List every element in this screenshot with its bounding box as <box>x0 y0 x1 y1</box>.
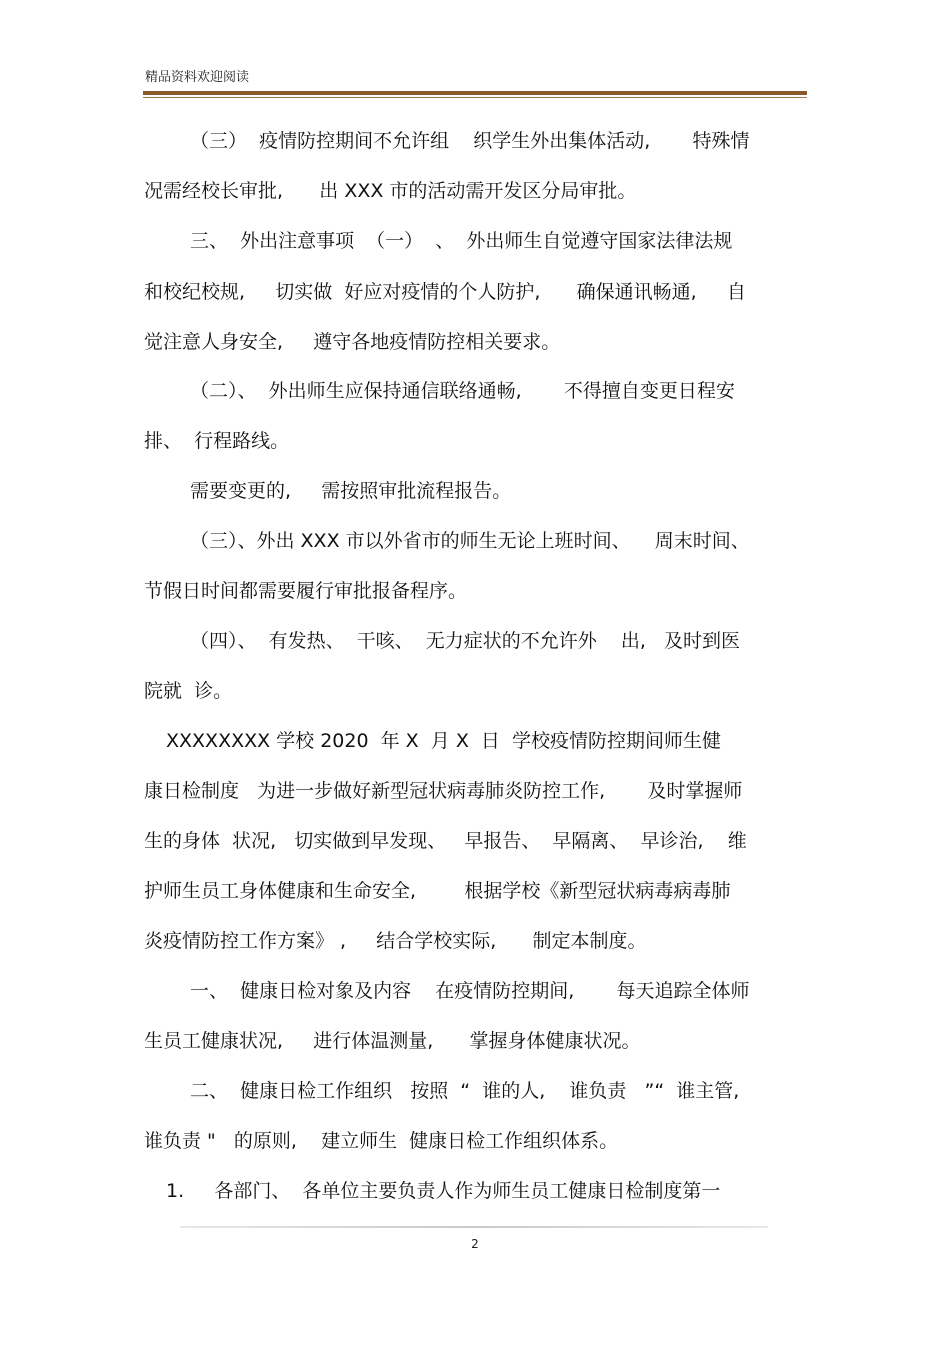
text-line: （四）、 有发热、 干咳、 无力症状的不允许外 出, 及时到医 <box>190 630 741 652</box>
text-line: 三、 外出注意事项 （一） 、 外出师生自觉遵守国家法律法规 <box>190 230 733 252</box>
text-line: （三）、外出 XXX 市以外省市的师生无论上班时间、 周末时间、 <box>190 530 750 552</box>
page-header-text: 精品资料欢迎阅读 <box>145 70 250 85</box>
text-line: 节假日时间都需要履行审批报备程序。 <box>144 580 468 602</box>
text-line: 炎疫情防控工作方案》 , 结合学校实际, 制定本制度。 <box>144 930 647 952</box>
text-line: 1. 各部门、 各单位主要负责人作为师生员工健康日检制度第一 <box>166 1180 721 1202</box>
text-line: 生员工健康状况, 进行体温测量, 掌握身体健康状况。 <box>144 1030 641 1052</box>
text-line: 况需经校长审批, 出 XXX 市的活动需开发区分局审批。 <box>144 180 637 202</box>
text-line: 护师生员工身体健康和生命安全, 根据学校《新型冠状病毒病毒肺 <box>144 880 731 902</box>
text-line: 二、 健康日检工作组织 按照 “ 谁的人, 谁负责 ”“ 谁主管, <box>190 1080 740 1102</box>
text-line: 一、 健康日检对象及内容 在疫情防控期间, 每天追踪全体师 <box>190 980 750 1002</box>
text-line: 需要变更的, 需按照审批流程报告。 <box>190 480 512 502</box>
page-number: 2 <box>471 1237 479 1251</box>
text-line: 和校纪校规, 切实做 好应对疫情的个人防护, 确保通讯畅通, 自 <box>144 281 746 303</box>
text-line: 院就 诊。 <box>144 680 233 702</box>
text-line: XXXXXXXX 学校 2020 年 X 月 X 日 学校疫情防控期间师生健 <box>166 730 721 752</box>
text-line: 排、 行程路线。 <box>144 430 290 452</box>
footer-rule <box>180 1226 768 1228</box>
text-line: 谁负责 " 的原则, 建立师生 健康日检工作组织体系。 <box>144 1130 619 1152</box>
text-line: 康日检制度 为进一步做好新型冠状病毒肺炎防控工作, 及时掌握师 <box>144 780 743 802</box>
text-line: （三） 疫情防控期间不允许组 织学生外出集体活动, 特殊情 <box>190 130 750 152</box>
text-line: （二）、 外出师生应保持通信联络通畅, 不得擅自变更日程安 <box>190 380 735 402</box>
text-line: 生的身体 状况, 切实做到早发现、 早报告、 早隔离、 早诊治, 维 <box>144 830 747 852</box>
header-rule-thick <box>143 91 807 95</box>
header-rule-thin <box>143 97 807 98</box>
text-line: 觉注意人身安全, 遵守各地疫情防控相关要求。 <box>144 331 561 353</box>
